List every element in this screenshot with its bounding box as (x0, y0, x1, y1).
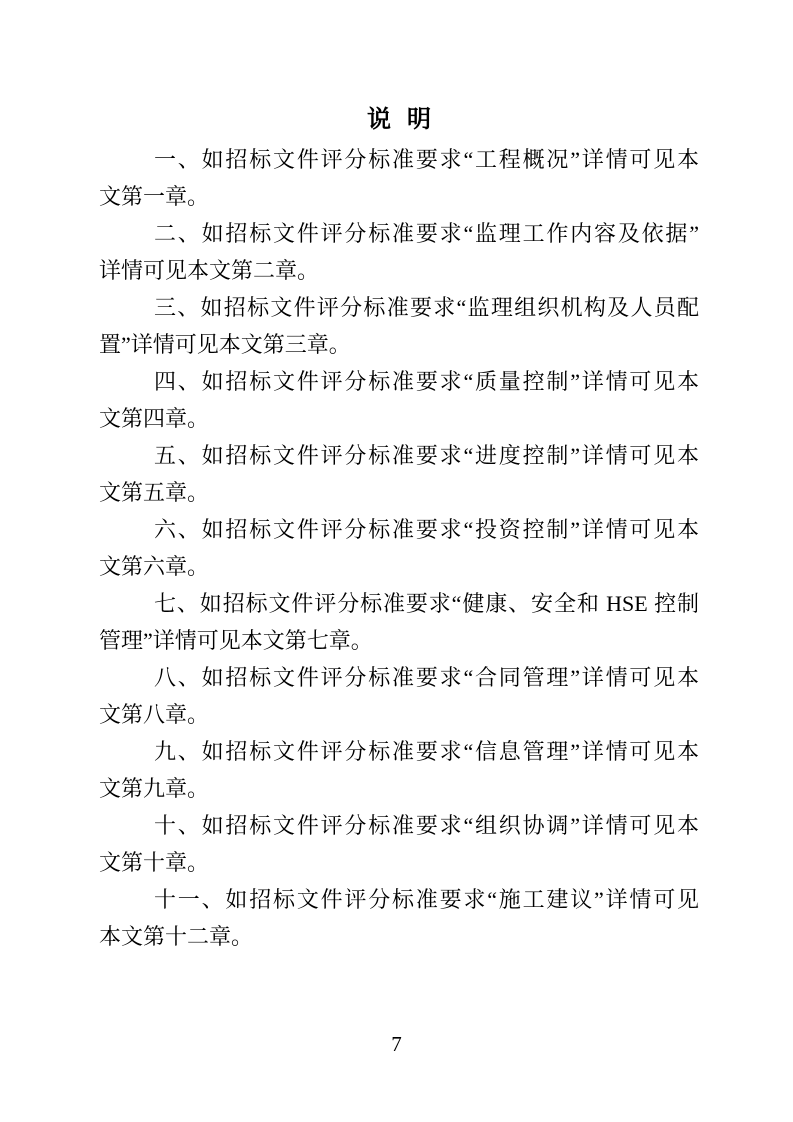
paragraph (99, 141, 699, 215)
paragraph-line: 管理”详情可见本文第七章。 (99, 628, 373, 653)
paragraph-line: 九、如招标文件评分标准要求“信息管理”详情可见本 (154, 739, 699, 764)
paragraph (99, 585, 699, 659)
paragraph (99, 881, 699, 955)
paragraph-line: 二、如招标文件评分标准要求“监理工作内容及依据” (154, 221, 699, 246)
page-number: 7 (391, 1032, 402, 1056)
paragraph-line: 文第九章。 (99, 776, 210, 801)
paragraph-line: 文第五章。 (99, 480, 210, 505)
paragraph-line: 文第十章。 (99, 850, 210, 875)
paragraph-line: 七、如招标文件评分标准要求“健康、安全和 HSE 控制 (154, 591, 699, 616)
page-title: 说 明 (367, 107, 431, 133)
paragraph-line: 文第六章。 (99, 554, 210, 579)
paragraph-line: 十、如招标文件评分标准要求“组织协调”详情可见本 (154, 813, 699, 838)
paragraph-line: 文第一章。 (99, 184, 210, 209)
paragraph (99, 437, 699, 511)
paragraph (99, 215, 699, 289)
paragraph-line: 四、如招标文件评分标准要求“质量控制”详情可见本 (154, 369, 699, 394)
paragraph-line: 本文第十二章。 (99, 924, 254, 949)
paragraph-line: 三、如招标文件评分标准要求“监理组织机构及人员配 (154, 295, 699, 320)
paragraph-line: 文第八章。 (99, 702, 210, 727)
paragraph (99, 363, 699, 437)
paragraph-line: 八、如招标文件评分标准要求“合同管理”详情可见本 (154, 665, 699, 690)
paragraph-line: 详情可见本文第二章。 (99, 258, 320, 283)
paragraph (99, 511, 699, 585)
paragraph-line: 置”详情可见本文第三章。 (99, 332, 351, 357)
document-body (99, 99, 699, 955)
paragraph-line: 六、如招标文件评分标准要求“投资控制”详情可见本 (154, 517, 699, 542)
paragraph-line: 五、如招标文件评分标准要求“进度控制”详情可见本 (154, 443, 699, 468)
paragraph (99, 807, 699, 881)
paragraph-line: 文第四章。 (99, 406, 210, 431)
paragraph (99, 733, 699, 807)
paragraph (99, 289, 699, 363)
paragraph (99, 659, 699, 733)
paragraph-line: 一、如招标文件评分标准要求“工程概况”详情可见本 (154, 147, 699, 172)
paragraph-line: 十一、如招标文件评分标准要求“施工建议”详情可见 (154, 887, 699, 912)
